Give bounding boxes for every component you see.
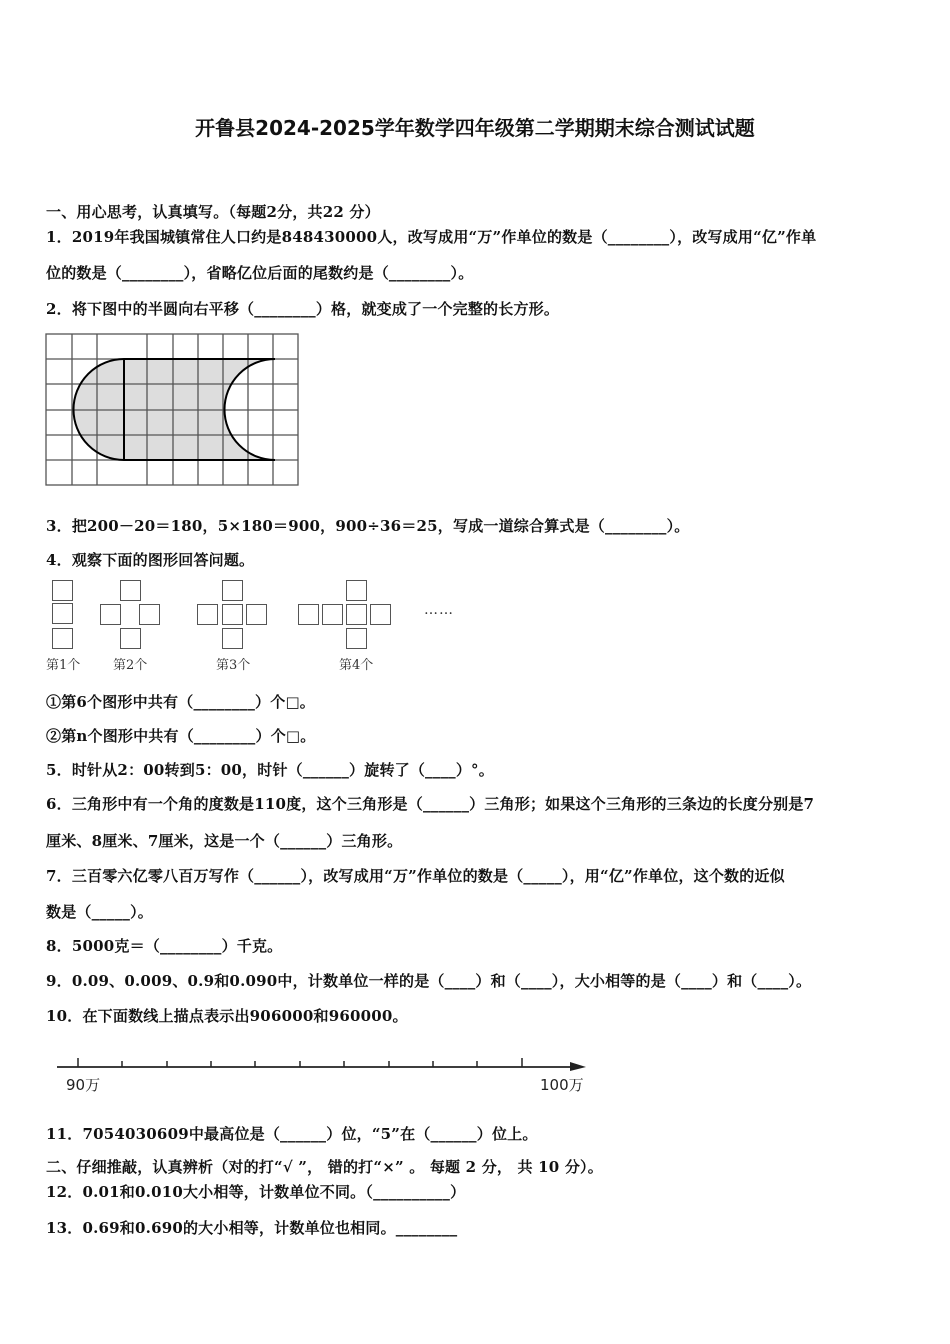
question-4: 4．观察下面的图形回答问题。 [46,551,255,569]
question-6-line2: 厘米、8厘米、7厘米，这是一个（______）三角形。 [46,832,403,850]
question-7-line1: 7．三百零六亿零八百万写作（______），改写成用“万”作单位的数是（_____），用“亿”作单位，这个数的近似 [46,867,785,885]
figure-ellipsis: …… [424,602,454,618]
number-line-ticks [78,1058,522,1067]
number-line-end-label: 100万 [540,1076,584,1094]
question-9: 9．0.09、0.009、0.9和0.090中，计数单位一样的是（____）和（____），大小相等的是（____）和（____）。 [46,972,812,990]
number-line-start-label: 90万 [66,1076,101,1094]
figure-label-2: 第2个 [113,658,148,673]
grid-lines [46,334,298,485]
figure-label-4: 第4个 [339,658,374,673]
question-8: 8．5000克＝（________）千克。 [46,937,283,955]
figure-label-1: 第1个 [46,658,81,673]
question-10: 10．在下面数线上描点表示出906000和960000。 [46,1007,408,1025]
question-7-line2: 数是（_____）。 [46,903,154,921]
question-3: 3．把200－20＝180，5×180＝900，900÷36＝25，写成一道综合算式是（________）。 [46,517,690,535]
page-title: 开鲁县2024-2025学年数学四年级第二学期期末综合测试试题 [195,116,755,140]
question-1-line1: 1．2019年我国城镇常住人口约是848430000人，改写成用“万”作单位的数是（________），改写成用“亿”作单 [46,228,817,246]
section2-heading: 二、仔细推敲，认真辨析（对的打“√ ”， 错的打“×” 。 每题 2 分， 共 10 分）。 [46,1158,603,1176]
question-5: 5．时针从2：00转到5：00，时针（______）旋转了（____）°。 [46,761,494,779]
question-2: 2．将下图中的半圆向右平移（________）格，就变成了一个完整的长方形。 [46,300,560,318]
section1-heading: 一、用心思考，认真填写。（每题2分，共22 分） [46,203,380,221]
figure-label-3: 第3个 [216,658,251,673]
question-4-part1: ①第6个图形中共有（________）个□。 [46,693,316,711]
question-13: 13．0.69和0.690的大小相等，计数单位也相同。________ [46,1219,458,1237]
number-line [50,1050,600,1100]
grid-figure [44,332,302,490]
arrow-head-icon [570,1062,586,1071]
question-4-part2: ②第n个图形中共有（________）个□。 [46,727,316,745]
question-1-line2: 位的数是（________），省略亿位后面的尾数约是（________）。 [46,264,474,282]
question-11: 11．7054030609中最高位是（______）位，“5”在（______）位上。 [46,1125,538,1143]
question-6-line1: 6．三角形中有一个角的度数是110度，这个三角形是（______）三角形；如果这个三角形的三条边的长度分别是7 [46,795,815,813]
question-12: 12．0.01和0.010大小相等，计数单位不同。（__________） [46,1183,466,1201]
